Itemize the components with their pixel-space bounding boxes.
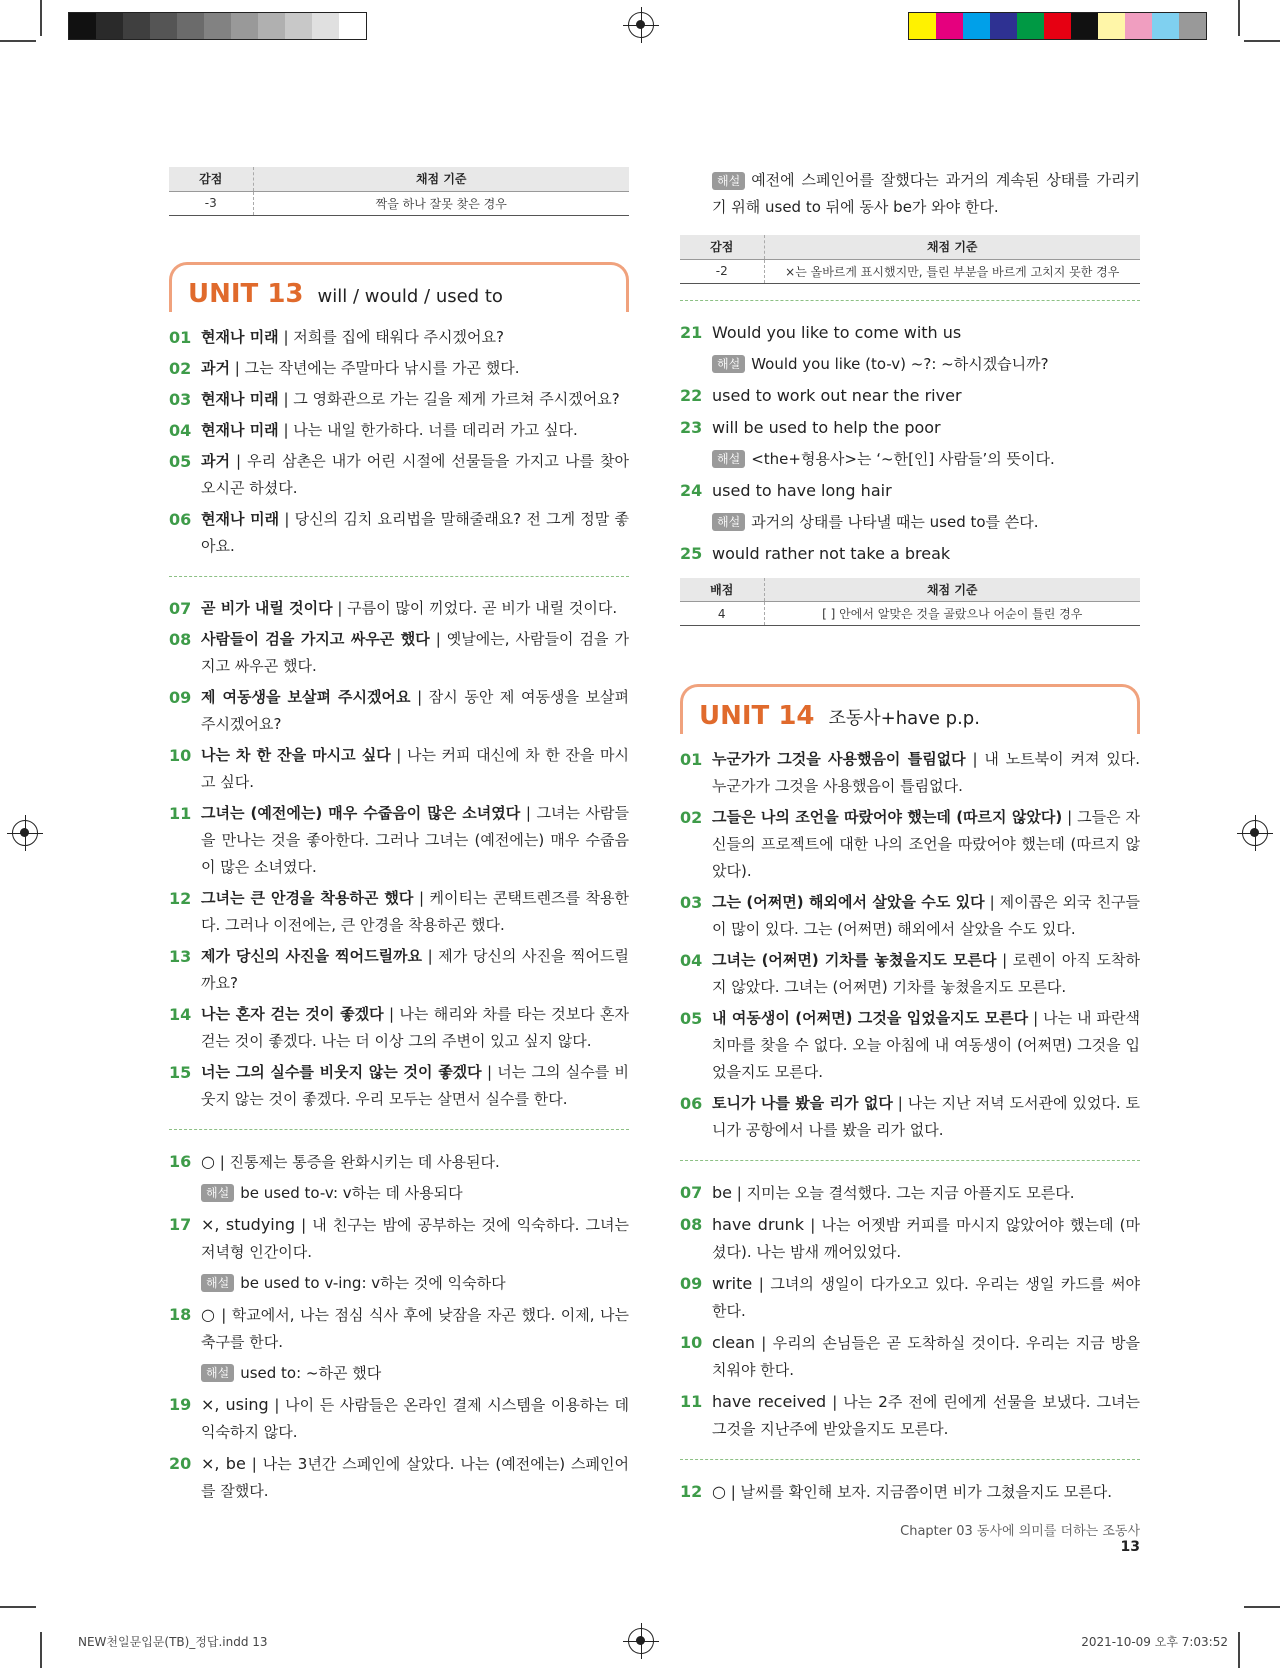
answer-text: [201, 506, 629, 560]
answer-item: [169, 626, 629, 680]
item-number: 02: [169, 358, 192, 378]
gray-color-bar: [68, 12, 367, 40]
table-header: 배점: [680, 578, 764, 602]
table-header: 감점: [169, 167, 253, 191]
answer-text: [712, 804, 1140, 885]
answer-item: [169, 885, 629, 939]
table-header: 채점 기준: [764, 578, 1140, 602]
item-number: 19: [169, 1394, 192, 1414]
page-number: 13: [1120, 1539, 1140, 1555]
answer: used to have long hair: [712, 480, 892, 500]
answer-bold: 나는 차 한 잔을 마시고 싶다: [201, 745, 391, 764]
crop-mark: [1238, 0, 1240, 36]
crop-mark: [1238, 1632, 1240, 1668]
answer-item: [680, 889, 1140, 943]
item-number: 06: [169, 509, 192, 529]
score-table: [169, 167, 629, 216]
table-header: 채점 기준: [253, 167, 629, 191]
color-swatch: [1044, 13, 1071, 39]
translation: | 우리 삼촌은 내가 어린 시절에 선물들을 가지고 나를 찾아 오시곤 하셨다.: [201, 451, 629, 497]
translation: | 로렌이 아직 도착하지 않았다. 그녀는 (어쩌면) 기차를 놓쳤을지도 모른다.: [712, 951, 1141, 996]
answer-text: [712, 746, 1140, 800]
answer-item: [169, 595, 629, 622]
answer-item: [680, 1270, 1140, 1325]
answer-text: [201, 684, 629, 738]
divider: [680, 1459, 1140, 1460]
answer-item: [680, 382, 1140, 410]
answer-text: [201, 885, 629, 939]
answer-item: [169, 506, 629, 560]
table-header: 감점: [680, 235, 764, 259]
explanation-badge: 해설: [201, 1274, 234, 1292]
answer-item: [680, 1329, 1140, 1384]
registration-mark-icon: [12, 820, 38, 846]
table-cell: -3: [169, 191, 253, 215]
translation: | 내 친구는 밤에 공부하는 것에 익숙하다. 그녀는 저녁형 인간이다.: [201, 1215, 629, 1261]
answer-bold: 현재나 미래: [201, 327, 279, 346]
item-number: 07: [169, 598, 192, 618]
answer-bold: 그녀는 큰 안경을 착용하곤 했다: [201, 888, 414, 907]
translation: | 케이티는 콘택트렌즈를 착용한다. 그러나 이전에는, 큰 안경을 착용하곤 했다.: [201, 888, 630, 934]
answer-bold: 곧 비가 내릴 것이다: [201, 598, 333, 617]
table-cell: 짝을 하나 잘못 찾은 경우: [253, 191, 629, 215]
answer-text: [201, 626, 629, 680]
answer-bold: 제 여동생을 보살펴 주시겠어요: [201, 687, 411, 706]
translation: | 나는 커피 대신에 차 한 잔을 마시고 싶다.: [201, 745, 629, 791]
registration-mark-icon: [1242, 820, 1268, 846]
explanation: [201, 1180, 629, 1207]
crop-mark: [0, 40, 36, 42]
translation: | 제이콥은 외국 친구들이 많이 있다. 그는 (어쩌면) 해외에서 살았을 수도 있다.: [712, 893, 1140, 938]
table-header: 채점 기준: [764, 235, 1140, 259]
item-number: 13: [169, 946, 192, 966]
explanation-text: <the+형용사>는 ‘~한[인] 사람들’의 뜻이다.: [751, 449, 1055, 468]
explanation-badge: 해설: [201, 1364, 234, 1382]
color-swatch: [1152, 13, 1179, 39]
answer: ×, using: [201, 1394, 269, 1414]
translation: | 나는 지난 저녁 도서관에 있었다. 토니가 공항에서 나를 봤을 리가 없다.: [712, 1094, 1141, 1139]
explanation: [712, 351, 1140, 378]
explanation: [201, 1270, 629, 1297]
color-swatch: [936, 13, 963, 39]
translation: | 그들은 자신들의 프로젝트에 대한 나의 조언을 따랐어야 했는데 (따르지 않았다).: [712, 808, 1140, 880]
answer-text: [201, 1450, 629, 1505]
translation: | 나는 3년간 스페인에 살았다. 나는 (예전에는) 스페인어를 잘했다.: [201, 1454, 629, 1500]
answer-item: [680, 1478, 1140, 1506]
answer-bold: 토니가 나를 봤을 리가 없다: [712, 1094, 893, 1112]
answer-item: [169, 742, 629, 796]
item-number: 23: [680, 417, 703, 437]
answer: ○: [712, 1482, 726, 1501]
explanation-badge: 해설: [712, 450, 745, 468]
chapter-title: Chapter 03 동사에 의미를 더하는 조동사: [900, 1524, 1140, 1539]
crop-mark: [0, 1606, 36, 1608]
crop-mark: [40, 1632, 42, 1668]
answer-bold: 현재나 미래: [201, 389, 279, 408]
answer-text: [201, 448, 629, 502]
answer-bold: 과거: [201, 358, 230, 377]
item-number: 10: [680, 1333, 703, 1352]
answer-item: [680, 746, 1140, 800]
translation: | 나는 어젯밤 커피를 마시지 않았어야 했는데 (마셨다). 나는 밤새 깨어있었다.: [712, 1216, 1140, 1261]
answer-text: [712, 1388, 1140, 1443]
answer-bold: 현재나 미래: [201, 420, 279, 439]
answer-item: [169, 386, 629, 413]
answer-text: [712, 1211, 1140, 1266]
answer-item: [680, 414, 1140, 442]
item-number: 25: [680, 543, 703, 563]
color-swatch: [1179, 13, 1206, 39]
item-number: 15: [169, 1062, 192, 1082]
answer-text: [201, 355, 629, 382]
answer: would rather not take a break: [712, 543, 951, 563]
item-number: 17: [169, 1214, 192, 1234]
item-number: 05: [680, 1009, 703, 1028]
translation: | 나는 내일 한가하다. 너를 데리러 가고 싶다.: [278, 420, 578, 439]
answer-text: [201, 800, 629, 881]
answer-item: [169, 1148, 629, 1176]
explanation: [712, 446, 1140, 473]
color-swatch: [990, 13, 1017, 39]
answer-item: [169, 1059, 629, 1113]
answer-item: [169, 1391, 629, 1446]
answer-text: [201, 1059, 629, 1113]
answer-text: [712, 1090, 1140, 1144]
translation: | 학교에서, 나는 점심 식사 후에 낮잠을 자곤 했다. 이제, 나는 축구를 한다.: [201, 1305, 629, 1351]
item-number: 14: [169, 1004, 192, 1024]
left-column: [169, 167, 629, 1509]
answer-text: [201, 324, 629, 351]
answer-text: [712, 382, 1140, 410]
answer-item: [680, 1090, 1140, 1144]
answer-item: [680, 1211, 1140, 1266]
answer: be: [712, 1183, 732, 1202]
divider: [680, 1160, 1140, 1161]
answer-group: [169, 595, 629, 1113]
translation: | 내 노트북이 켜져 있다. 누군가가 그것을 사용했음이 틀림없다.: [712, 750, 1140, 795]
translation: | 저희를 집에 태워다 주시겠어요?: [278, 327, 504, 346]
color-swatch: [963, 13, 990, 39]
item-number: 11: [680, 1392, 703, 1411]
color-swatch: [1125, 13, 1152, 39]
answer-text: [201, 1148, 629, 1176]
answer-text: [201, 417, 629, 444]
answer-bold: 그녀는 (예전에는) 매우 수줍음이 많은 소녀였다: [201, 803, 521, 822]
crop-mark: [1244, 40, 1280, 42]
translation: | 나는 내 파란색 치마를 찾을 수 없다. 오늘 아침에 내 여동생이 (어쩌면) 그것을 입었을지도 모른다.: [712, 1009, 1140, 1081]
registration-mark-icon: [628, 12, 654, 38]
unit-heading: [680, 684, 1140, 734]
answer: have received: [712, 1392, 827, 1411]
translation: | 나이 든 사람들은 온라인 결제 시스템을 이용하는 데 익숙하지 않다.: [201, 1395, 630, 1441]
answer-group: [680, 1179, 1140, 1443]
translation: | 우리의 손님들은 곧 도착하실 것이다. 우리는 지금 방을 치워야 한다.: [712, 1334, 1140, 1379]
color-swatch: [1017, 13, 1044, 39]
answer-text: [712, 1478, 1140, 1506]
answer-item: [169, 800, 629, 881]
process-color-bar: [908, 12, 1207, 40]
answer-item: [169, 943, 629, 997]
answer-text: [201, 386, 629, 413]
item-number: 07: [680, 1183, 703, 1202]
answer-item: [680, 319, 1140, 347]
answer-item: [169, 684, 629, 738]
answer: ×, studying: [201, 1214, 296, 1234]
answer-text: [201, 742, 629, 796]
unit-number: UNIT 14: [699, 701, 815, 731]
color-swatch: [150, 13, 177, 39]
answer-text: [712, 414, 1140, 442]
answer-bold: 그는 (어쩌면) 해외에서 살았을 수도 있다: [712, 893, 985, 911]
explanation: [201, 1360, 629, 1387]
item-number: 16: [169, 1151, 192, 1171]
item-number: 10: [169, 745, 192, 765]
translation: | 제가 당신의 사진을 찍어드릴까요?: [201, 946, 630, 992]
answer-bold: 너는 그의 실수를 비웃지 않는 것이 좋겠다: [201, 1062, 482, 1081]
crop-mark: [1244, 1606, 1280, 1608]
color-swatch: [1071, 13, 1098, 39]
answer-bold: 사람들이 검을 가지고 싸우곤 했다: [201, 629, 430, 648]
item-number: 04: [680, 951, 703, 970]
answer-bold: 그들은 나의 조언을 따랐어야 했는데 (따르지 않았다): [712, 808, 1063, 826]
translation: | 그는 작년에는 주말마다 낚시를 가곤 했다.: [229, 358, 520, 377]
item-number: 09: [680, 1274, 703, 1293]
answer-text: [201, 1211, 629, 1266]
item-number: 03: [169, 389, 192, 409]
crop-mark: [40, 0, 42, 36]
item-number: 08: [169, 629, 192, 649]
item-number: 12: [680, 1482, 703, 1501]
color-swatch: [69, 13, 96, 39]
answer: ○: [201, 1304, 216, 1324]
answer-bold: 내 여동생이 (어쩌면) 그것을 입었을지도 모른다: [712, 1009, 1029, 1027]
answer: used to work out near the river: [712, 385, 962, 405]
answer-text: [712, 1329, 1140, 1384]
item-number: 12: [169, 888, 192, 908]
translation: | 구름이 많이 끼었다. 곧 비가 내릴 것이다.: [332, 598, 618, 617]
answer-item: [680, 947, 1140, 1001]
translation: | 너는 그의 실수를 비웃지 않는 것이 좋겠다. 우리 모두는 살면서 실수를 한다.: [201, 1062, 629, 1108]
color-swatch: [177, 13, 204, 39]
answer-item: [680, 477, 1140, 505]
explanation-text: used to: ~하곤 했다: [240, 1363, 382, 1382]
color-swatch: [231, 13, 258, 39]
score-table: [680, 578, 1140, 627]
table-cell: ×는 올바르게 표시했지만, 틀린 부분을 바르게 고치지 못한 경우: [764, 259, 1140, 283]
translation: | 그녀의 생일이 다가오고 있다. 우리는 생일 카드를 써야 한다.: [712, 1275, 1140, 1320]
answer-text: [201, 943, 629, 997]
answer-item: [680, 1179, 1140, 1207]
item-number: 24: [680, 480, 703, 500]
answer-bold: 현재나 미래: [201, 509, 280, 528]
divider: [680, 300, 1140, 301]
explanation-badge: 해설: [712, 513, 745, 531]
unit-title: will / would / used to: [317, 285, 503, 307]
answer-group: [680, 1478, 1140, 1506]
answer: have drunk: [712, 1215, 805, 1234]
answer-bold: 나는 혼자 걷는 것이 좋겠다: [201, 1004, 384, 1023]
answer-text: [712, 540, 1140, 568]
translation: | 날씨를 확인해 보자. 지금쯤이면 비가 그쳤을지도 모른다.: [725, 1483, 1112, 1501]
translation: | 그 영화관으로 가는 길을 제게 가르쳐 주시겠어요?: [278, 389, 620, 408]
color-swatch: [285, 13, 312, 39]
slug-filename: NEW천일문입문(TB)_정답.indd 13: [78, 1635, 268, 1649]
answer-group: [680, 746, 1140, 1144]
answer-item: [169, 448, 629, 502]
explanation: [712, 167, 1140, 221]
item-number: 21: [680, 322, 703, 342]
item-number: 02: [680, 808, 703, 827]
color-swatch: [96, 13, 123, 39]
color-swatch: [123, 13, 150, 39]
divider: [169, 1129, 629, 1130]
item-number: 08: [680, 1215, 703, 1234]
answer-text: [201, 1301, 629, 1356]
item-number: 01: [680, 750, 703, 769]
item-number: 05: [169, 451, 192, 471]
score-table: [680, 235, 1140, 284]
item-number: 09: [169, 687, 192, 707]
answer-bold: 그녀는 (어쩌면) 기차를 놓쳤을지도 모른다: [712, 951, 997, 969]
answer-item: [169, 1001, 629, 1055]
color-swatch: [339, 13, 366, 39]
translation: | 옛날에는, 사람들이 검을 가지고 싸우곤 했다.: [201, 629, 629, 675]
table-cell: [ ] 안에서 알맞은 것을 골랐으나 어순이 틀린 경우: [764, 602, 1140, 626]
explanation-text: be used to-v: v하는 데 사용되다: [240, 1183, 463, 1202]
color-swatch: [258, 13, 285, 39]
translation: | 그녀는 사람들을 만나는 것을 좋아한다. 그러나 그녀는 (예전에는) 매우 수줍음이 많은 소녀였다.: [201, 803, 629, 876]
translation: | 나는 해리와 차를 타는 것보다 혼자 걷는 것이 좋겠다. 나는 더 이상 그의 주변이 있고 싶지 않다.: [201, 1004, 630, 1050]
answer: write: [712, 1274, 753, 1293]
item-number: 04: [169, 420, 192, 440]
answer-text: [712, 889, 1140, 943]
explanation-text: be used to v-ing: v하는 것에 익숙하다: [240, 1273, 506, 1292]
explanation: [712, 509, 1140, 536]
answer-group: [169, 324, 629, 560]
unit-number: UNIT 13: [188, 278, 304, 309]
translation: | 나는 2주 전에 린에게 선물을 보냈다. 그녀는 그것을 지난주에 받았을지도 모른다.: [712, 1393, 1141, 1438]
answer-text: [201, 595, 629, 622]
answer-item: [169, 1450, 629, 1505]
item-number: 01: [169, 327, 192, 347]
answer-text: [712, 319, 1140, 347]
table-cell: -2: [680, 259, 764, 283]
color-swatch: [204, 13, 231, 39]
answer: Would you like to come with us: [712, 322, 962, 342]
registration-mark-icon: [628, 1628, 654, 1654]
answer-item: [680, 1005, 1140, 1086]
item-number: 03: [680, 893, 703, 912]
answer-item: [680, 1388, 1140, 1443]
unit-heading: [169, 262, 629, 312]
translation: | 잠시 동안 제 여동생을 보살펴 주시겠어요?: [201, 687, 629, 733]
item-number: 20: [169, 1453, 192, 1473]
translation: | 당신의 김치 요리법을 말해줄래요? 전 그게 정말 좋아요.: [201, 509, 629, 555]
color-swatch: [1098, 13, 1125, 39]
translation: | 지미는 오늘 결석했다. 그는 지금 아플지도 모른다.: [732, 1184, 1075, 1202]
answer-group: [680, 319, 1140, 568]
answer-item: [169, 417, 629, 444]
answer-bold: 누군가가 그것을 사용했음이 틀림없다: [712, 750, 966, 768]
answer-text: [712, 1179, 1140, 1207]
answer-item: [169, 1211, 629, 1266]
explanation-text: 예전에 스페인어를 잘했다는 과거의 계속된 상태를 가리키기 위해 used to 뒤에 동사 be가 와야 한다.: [712, 171, 1140, 216]
answer-bold: 제가 당신의 사진을 찍어드릴까요: [201, 946, 423, 965]
answer-item: [169, 324, 629, 351]
answer-item: [169, 355, 629, 382]
answer-bold: 과거: [201, 451, 230, 470]
item-number: 06: [680, 1094, 703, 1113]
answer-text: [201, 1391, 629, 1446]
explanation-text: 과거의 상태를 나타낼 때는 used to를 쓴다.: [751, 512, 1039, 531]
color-swatch: [312, 13, 339, 39]
explanation-badge: 해설: [712, 172, 745, 190]
answer-text: [201, 1001, 629, 1055]
answer: ○: [201, 1151, 215, 1171]
answer: clean: [712, 1333, 756, 1352]
answer-text: [712, 947, 1140, 1001]
answer-text: [712, 1270, 1140, 1325]
color-swatch: [909, 13, 936, 39]
table-cell: 4: [680, 602, 764, 626]
item-number: 22: [680, 385, 703, 405]
right-column: [680, 167, 1140, 1510]
unit-title: 조동사+have p.p.: [828, 708, 980, 729]
explanation-text: Would you like (to-v) ~?: ~하시겠습니까?: [751, 354, 1049, 373]
answer: ×, be: [201, 1453, 246, 1473]
answer-text: [712, 1005, 1140, 1086]
translation: | 진통제는 통증을 완화시키는 데 사용된다.: [214, 1152, 500, 1171]
page-footer: [887, 1520, 1140, 1555]
answer-group: [169, 1148, 629, 1505]
answer-item: [680, 540, 1140, 568]
answer-item: [169, 1301, 629, 1356]
item-number: 11: [169, 803, 192, 823]
answer: will be used to help the poor: [712, 417, 941, 437]
item-number: 18: [169, 1304, 192, 1324]
answer-item: [680, 804, 1140, 885]
explanation-badge: 해설: [201, 1184, 234, 1202]
slug-timestamp: 2021-10-09 오후 7:03:52: [1081, 1635, 1228, 1649]
answer-text: [712, 477, 1140, 505]
explanation-badge: 해설: [712, 355, 745, 373]
divider: [169, 576, 629, 577]
